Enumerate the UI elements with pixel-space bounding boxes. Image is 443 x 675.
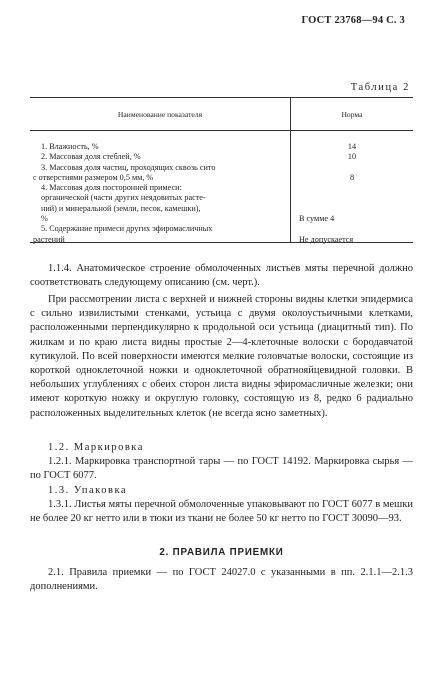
table-row-value: Не допускается (299, 234, 354, 244)
table-row-name: 3. Массовая доля частиц, проходящих сквозь сито (41, 162, 216, 172)
table-row-name: 2. Массовая доля стеблей, % (41, 152, 141, 162)
paragraph-leaf-description: При рассмотрении листа с верхней и нижней стороны видны клетки эпидермиса с сильно извилистыми стенками, устьица с двумя околоустьичными клетками, расположенными перпендикулярно к продольной оси устьица (диацитный тип). По жилкам и по краю листа видны простые 2—4-клеточные волоски с бородавчатой кутикулой. По всей поверхности имеются мелкие головчатые волоски, состоящие из короткой одноклеточной ножки и одноклеточной обратнояйцевидной головки. В небольших углублениях с обеих сторон листа видны эфиромасличные железки; они имеют короткую ножку и округлую головку, состоящую из 8, редко 6 радиально расположенных выделительных клеток (не всегда ясно заметных). (30, 294, 413, 419)
table-row-name: органической (части других неядовитых расте- (41, 193, 206, 203)
paragraph-1-1-4: 1.1.4. Анатомическое строение обмолоченных листьев мяты перечной должно соответствовать следующему описанию (см. черт.). (30, 263, 413, 289)
text-block-1-1-4 (30, 262, 413, 290)
text-block-marking (30, 441, 413, 526)
table-row-name: растений (33, 234, 65, 244)
indicator-values (291, 142, 413, 245)
table-row-name: ний) и минеральной (земли, песок, камешки), (41, 203, 201, 213)
table-row-value: В сумме 4 (299, 214, 335, 224)
column-header-name: Наименование показателя (117, 110, 203, 119)
text-block-2-1 (30, 566, 413, 594)
table-header (30, 98, 413, 131)
heading-1-2: 1.2. Маркировка (48, 442, 144, 453)
indicator-names (33, 142, 289, 245)
section-heading-2: 2. ПРАВИЛА ПРИЕМКИ (159, 547, 284, 558)
paragraph-1-3-1: 1.3.1. Листья мяты перечной обмолоченные упаковывают по ГОСТ 6077 в мешки не более 20 кг нетто или в тюки из ткани не более 50 кг нетто по ГОСТ 30090—93. (30, 498, 413, 525)
table-caption: Таблица 2 (350, 82, 410, 93)
table-row-name: % (41, 214, 48, 224)
text-block-description (30, 293, 413, 421)
column-header-norm: Норма (341, 110, 363, 119)
table-row-value: 14 (347, 142, 357, 151)
table-row-name: с отверстиями размером 0,5 мм, % (33, 172, 154, 182)
table-row-value: 10 (347, 152, 357, 162)
table-row-name: 5. Содержание примеси других эфиромасличных (41, 224, 213, 234)
paragraph-1-2-1: 1.2.1. Маркировка транспортной тары — по ГОСТ 14192. Маркировка сырья — по ГОСТ 6077. (30, 456, 413, 482)
page-header: ГОСТ 23768—94 С. 3 (301, 15, 405, 26)
heading-1-3: 1.3. Упаковка (48, 484, 128, 496)
indicators-table (30, 97, 413, 243)
table-row-value: 8 (349, 172, 355, 182)
table-row-name: 1. Влажность, % (41, 142, 99, 151)
paragraph-2-1: 2.1. Правила приемки — по ГОСТ 24027.0 с указанными в пп. 2.1.1—2.1.3 дополнениями. (30, 567, 413, 593)
table-row-name: 4. Массовая доля посторонней примеси: (41, 183, 182, 193)
